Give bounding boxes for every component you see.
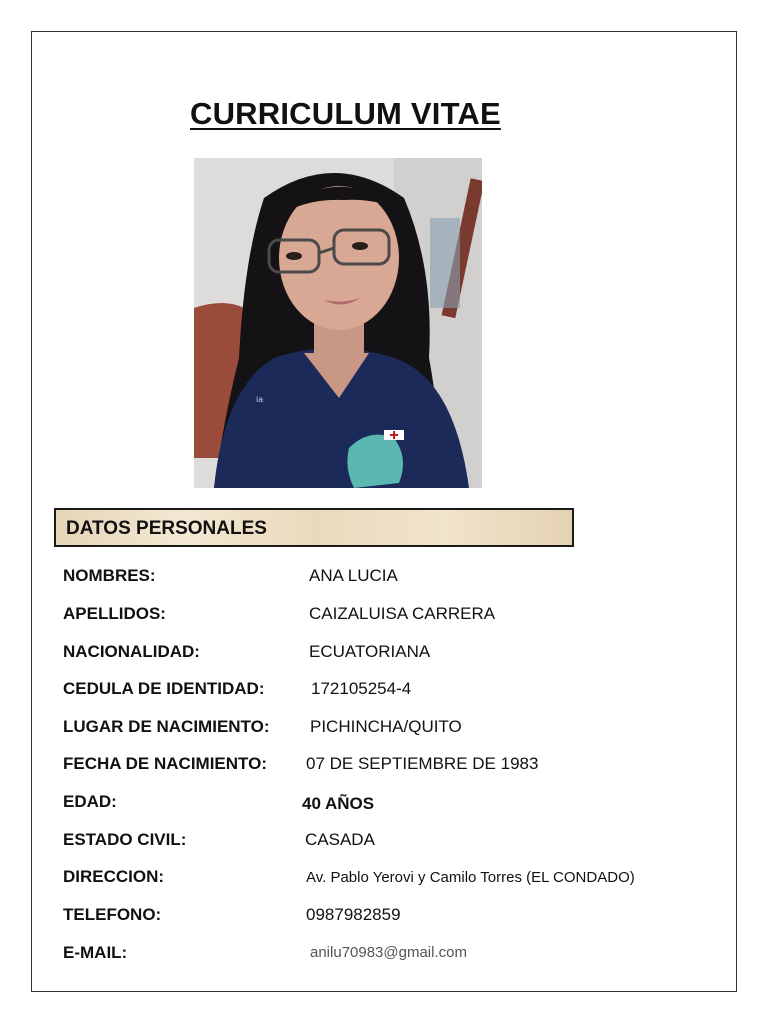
label-telefono: TELEFONO: [63, 905, 162, 924]
label-direccion: DIRECCION: [63, 867, 165, 886]
value-direccion: Av. Pablo Yerovi y Camilo Torres (EL CONDADO) [306, 869, 635, 886]
label-estado-civil: ESTADO CIVIL: [63, 830, 187, 849]
value-email[interactable]: anilu70983@gmail.com [310, 944, 467, 961]
label-apellidos: APELLIDOS: [63, 604, 166, 623]
label-nombres: NOMBRES: [63, 566, 156, 585]
profile-photo [194, 158, 482, 488]
section-header-datos-personales [54, 508, 574, 547]
section-title: DATOS PERSONALES [66, 518, 267, 539]
value-fecha-nacimiento: 07 DE SEPTIEMBRE DE 1983 [306, 754, 539, 773]
label-lugar-nacimiento: LUGAR DE NACIMIENTO: [63, 717, 270, 736]
value-edad: 40 AÑOS [302, 794, 375, 813]
label-cedula: CEDULA DE IDENTIDAD: [63, 679, 265, 698]
value-lugar-nacimiento: PICHINCHA/QUITO [310, 717, 462, 736]
value-apellidos: CAIZALUISA CARRERA [309, 604, 496, 623]
svg-text:ia: ia [256, 395, 264, 404]
label-edad: EDAD: [63, 792, 117, 811]
value-estado-civil: CASADA [305, 830, 375, 849]
value-telefono: 0987982859 [306, 905, 401, 924]
document-title: CURRICULUM VITAE [190, 96, 501, 131]
value-nombres: ANA LUCIA [309, 566, 398, 585]
label-fecha-nacimiento: FECHA DE NACIMIENTO: [63, 754, 267, 773]
label-email: E-MAIL: [63, 943, 128, 962]
value-cedula: 172105254-4 [311, 679, 412, 698]
label-nacionalidad: NACIONALIDAD: [63, 642, 200, 661]
value-nacionalidad: ECUATORIANA [309, 642, 431, 661]
